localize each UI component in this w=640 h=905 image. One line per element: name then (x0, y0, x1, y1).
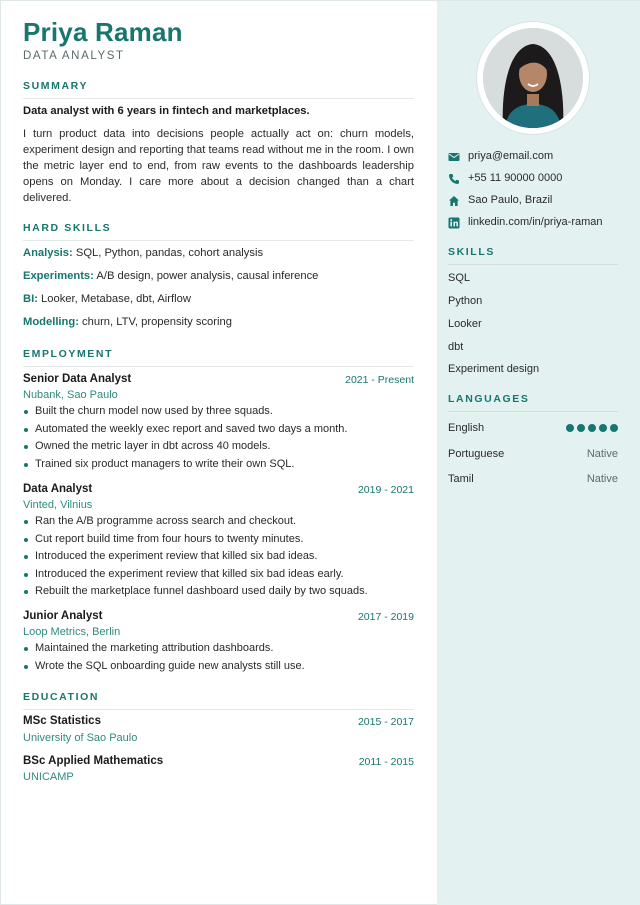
bullet-dot (24, 410, 28, 414)
job-bullets (23, 640, 414, 675)
bullet-dot (24, 590, 28, 594)
mail-icon (448, 151, 460, 163)
bullet-dot (24, 428, 28, 432)
contact-location-text: Sao Paulo, Brazil (468, 194, 553, 206)
proficiency-dot (610, 424, 618, 432)
bullet-dot (24, 463, 28, 467)
job-title: Junior Analyst (23, 610, 103, 622)
proficiency-dot (566, 424, 574, 432)
hard-skill-value: churn, LTV, propensity scoring (82, 316, 232, 328)
bullet-item (23, 548, 414, 566)
hard-skill-line (23, 270, 318, 282)
bullet-text: Introduced the experiment review that killed six bad ideas early. (35, 567, 344, 580)
bullet-item (23, 640, 414, 658)
bullet-item (23, 513, 414, 531)
bullet-text: Trained six product managers to write their own SQL. (35, 457, 295, 470)
section-title-languages: LANGUAGES (448, 393, 618, 412)
language-level: Native (586, 448, 618, 460)
section-title-employment: EMPLOYMENT (23, 348, 414, 367)
sidebar (437, 1, 640, 905)
contact-linkedin[interactable] (448, 216, 628, 232)
hard-skill-key: Experiments: (23, 270, 94, 282)
candidate-name: Priya Raman (23, 17, 183, 47)
education-degree: BSc Applied Mathematics (23, 755, 164, 767)
contact-phone[interactable] (448, 172, 628, 188)
job-bullets (23, 513, 414, 601)
skill-item: SQL (448, 272, 471, 284)
bullet-dot (24, 520, 28, 524)
job-dates: 2021 - Present (345, 374, 414, 386)
hard-skill-value: A/B design, power analysis, causal inference (96, 270, 319, 282)
bullet-item (23, 566, 414, 584)
bullet-text: Maintained the marketing attribution dashboards. (35, 642, 274, 654)
job-bullets (23, 403, 414, 473)
proficiency-dot (599, 424, 607, 432)
bullet-item (23, 456, 414, 474)
portrait-illustration (483, 28, 583, 128)
section-title-education: EDUCATION (23, 691, 414, 710)
job-dates: 2017 - 2019 (357, 611, 414, 623)
bullet-text: Owned the metric layer in dbt across 40 models. (35, 440, 271, 452)
education-degree: MSc Statistics (23, 715, 101, 727)
bullet-text: Automated the weekly exec report and saved two days a month. (35, 422, 348, 435)
bullet-item (23, 531, 414, 549)
education-school: UNICAMP (23, 771, 74, 783)
contact-email[interactable] (448, 150, 628, 166)
home-icon (448, 195, 460, 207)
bullet-dot (24, 647, 28, 651)
phone-icon (448, 173, 460, 185)
education-dates: 2011 - 2015 (358, 756, 414, 768)
language-name: Tamil (448, 473, 474, 485)
section-title-summary: SUMMARY (23, 80, 414, 99)
hard-skill-value: SQL, Python, pandas, cohort analysis (75, 247, 264, 259)
hard-skill-value: Looker, Metabase, dbt, Airflow (41, 293, 191, 305)
education-school: University of Sao Paulo (23, 732, 138, 744)
hard-skill-line (23, 316, 232, 328)
linkedin-icon (448, 217, 460, 229)
language-proficiency-dots (566, 424, 618, 434)
section-title-hard-skills: HARD SKILLS (23, 222, 414, 241)
hard-skill-line (23, 247, 263, 259)
bullet-dot (24, 573, 28, 577)
skill-item: Looker (448, 318, 482, 330)
bullet-dot (24, 538, 28, 542)
bullet-item (23, 421, 414, 439)
bullet-text: Wrote the SQL onboarding guide new analysts still use. (35, 659, 305, 672)
bullet-item (23, 438, 414, 456)
bullet-item (23, 658, 414, 676)
proficiency-dot (577, 424, 585, 432)
proficiency-dot (588, 424, 596, 432)
hard-skill-key: Modelling: (23, 316, 79, 328)
language-level: Native (586, 473, 618, 485)
job-title: Data Analyst (23, 483, 93, 495)
bullet-text: Introduced the experiment review that killed six bad ideas. (35, 550, 318, 562)
bullet-item (23, 583, 414, 601)
section-title-skills: SKILLS (448, 246, 618, 265)
language-name: Portuguese (448, 448, 505, 460)
contact-location (448, 194, 628, 210)
job-company: Vinted, Vilnius (23, 499, 93, 511)
skill-item: Experiment design (448, 363, 540, 375)
bullet-text: Built the churn model now used by three squads. (35, 405, 273, 417)
profile-photo (483, 28, 583, 128)
bullet-dot (24, 555, 28, 559)
bullet-text: Cut report build time from four hours to twenty minutes. (35, 532, 304, 545)
bullet-dot (24, 445, 28, 449)
summary-lead: Data analyst with 6 years in fintech and marketplaces. (23, 105, 310, 117)
bullet-dot (24, 665, 28, 669)
education-dates: 2015 - 2017 (357, 716, 414, 728)
candidate-role: DATA ANALYST (23, 50, 125, 62)
skill-item: dbt (448, 341, 464, 353)
contact-email-text: priya@email.com (468, 150, 554, 162)
hard-skill-key: BI: (23, 293, 38, 305)
bullet-text: Ran the A/B programme across search and checkout. (35, 515, 297, 527)
job-title: Senior Data Analyst (23, 373, 132, 385)
job-company: Loop Metrics, Berlin (23, 626, 121, 638)
job-company: Nubank, Sao Paulo (23, 389, 118, 401)
language-name: English (448, 422, 485, 434)
hard-skill-key: Analysis: (23, 247, 73, 259)
bullet-text: Rebuilt the marketplace funnel dashboard used daily by two squads. (35, 585, 368, 597)
bullet-item (23, 403, 414, 421)
contact-phone-text: +55 11 90000 0000 (468, 172, 563, 184)
profile-photo-frame (477, 22, 589, 134)
summary-body: I turn product data into decisions people actually act on: churn models, experiment design and reporting that teams read without me in the room. I own the metric layer end to end, from raw events to the dashboards leadership opens on Monday. I care more about a decision changed than a chart delivered. (23, 128, 414, 204)
skill-item: Python (448, 295, 483, 307)
job-dates: 2019 - 2021 (357, 484, 414, 496)
hard-skill-line (23, 293, 191, 305)
contact-linkedin-text: linkedin.com/in/priya-raman (468, 216, 603, 228)
